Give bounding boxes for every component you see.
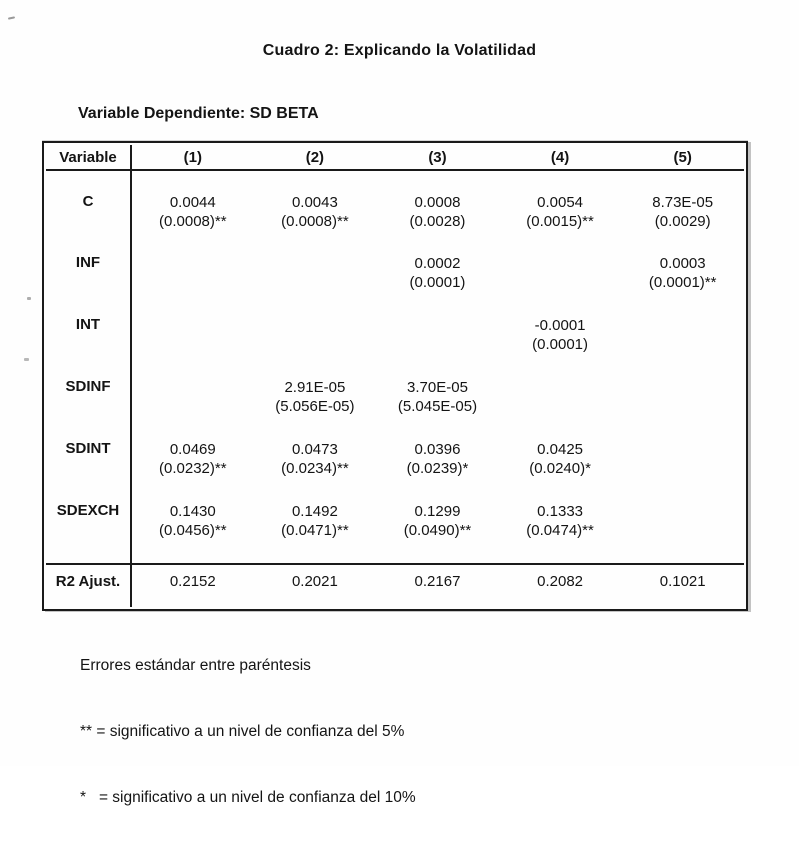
r2-value: 0.2082 — [499, 564, 622, 607]
std-error: (5.045E-05) — [397, 398, 478, 415]
cell — [499, 170, 622, 232]
cell — [254, 170, 377, 232]
std-error: (0.0240)* — [529, 460, 591, 477]
std-error: (0.0028) — [409, 213, 466, 230]
r2-value: 0.2152 — [131, 564, 254, 607]
column-header-model-3: (3) — [376, 145, 499, 170]
std-error: (0.0001) — [532, 336, 589, 353]
column-header-model-2: (2) — [254, 145, 377, 170]
cell — [499, 232, 622, 294]
r2-value: 0.1021 — [621, 564, 744, 607]
column-header-variable: Variable — [46, 145, 131, 170]
cell — [621, 170, 744, 232]
std-error: (0.0239)* — [406, 460, 469, 477]
cell — [621, 232, 744, 294]
table-row-sdexch — [46, 480, 744, 564]
regression-table-grid — [46, 145, 744, 607]
coefficient: 0.0425 — [537, 441, 584, 458]
std-error: (0.0474)** — [526, 522, 594, 539]
coefficient: 0.0002 — [414, 255, 461, 272]
cell — [376, 232, 499, 294]
cell — [376, 294, 499, 356]
coefficient: 0.0008 — [414, 194, 461, 211]
cell — [376, 418, 499, 480]
footnote-10pct: * = significativo a un nivel de confianza del 10% — [80, 789, 416, 806]
cell — [621, 418, 744, 480]
table-row-c — [46, 170, 744, 232]
table-row-inf — [46, 232, 744, 294]
cell — [621, 480, 744, 564]
std-error: (0.0232)** — [159, 460, 227, 477]
std-error: (0.0001)** — [648, 274, 717, 291]
table-row-int — [46, 294, 744, 356]
cell — [254, 232, 377, 294]
cell — [254, 294, 377, 356]
column-header-model-5: (5) — [621, 145, 744, 170]
std-error: (0.0001) — [409, 274, 466, 291]
table-row-r2-adjusted — [46, 564, 744, 607]
regression-table — [42, 141, 748, 611]
coefficient: 0.1299 — [414, 503, 461, 520]
row-label: C — [46, 170, 131, 232]
cell — [376, 170, 499, 232]
row-label: INF — [46, 232, 131, 294]
table-header-row — [46, 145, 744, 170]
cell — [131, 170, 254, 232]
coefficient: 0.1492 — [291, 503, 338, 520]
coefficient: 0.0054 — [537, 194, 584, 211]
cell — [131, 356, 254, 418]
row-label: SDINT — [46, 418, 131, 480]
std-error: (0.0234)** — [281, 460, 349, 477]
r2-value: 0.2167 — [376, 564, 499, 607]
cell — [131, 418, 254, 480]
std-error: (0.0008)** — [281, 213, 349, 230]
coefficient: 0.0473 — [291, 441, 338, 458]
std-error: (0.0008)** — [159, 213, 227, 230]
coefficient: 0.0003 — [659, 255, 706, 272]
cell — [131, 294, 254, 356]
std-error: (5.056E-05) — [275, 398, 355, 415]
cell — [621, 356, 744, 418]
std-error: (0.0015)** — [526, 213, 594, 230]
coefficient: 0.0469 — [169, 441, 216, 458]
scan-artifact — [24, 358, 29, 361]
r2-value: 0.2021 — [254, 564, 377, 607]
row-label: SDEXCH — [46, 480, 131, 564]
row-label: R2 Ajust. — [46, 564, 131, 607]
coefficient: 0.1333 — [537, 503, 584, 520]
std-error: (0.0029) — [654, 213, 711, 230]
column-header-model-1: (1) — [131, 145, 254, 170]
footnote-std-errors: Errores estándar entre paréntesis — [80, 657, 311, 674]
coefficient: 0.0396 — [414, 441, 461, 458]
coefficient: 8.73E-05 — [652, 194, 714, 211]
cell — [131, 232, 254, 294]
std-error: (0.0490)** — [403, 522, 472, 539]
cell — [499, 356, 622, 418]
table-row-sdinf — [46, 356, 744, 418]
cell — [131, 480, 254, 564]
cell — [254, 418, 377, 480]
coefficient: 3.70E-05 — [407, 379, 468, 396]
table-footnotes — [80, 611, 416, 853]
std-error: (0.0471)** — [281, 522, 349, 539]
column-header-model-4: (4) — [499, 145, 622, 170]
row-label: SDINF — [46, 356, 131, 418]
cell — [499, 418, 622, 480]
row-label: INT — [46, 294, 131, 356]
footnote-5pct: ** = significativo a un nivel de confianza del 5% — [80, 723, 405, 740]
cell — [376, 356, 499, 418]
table-row-sdint — [46, 418, 744, 480]
table-title: Cuadro 2: Explicando la Volatilidad — [262, 42, 537, 59]
coefficient: -0.0001 — [534, 317, 586, 334]
cell — [376, 480, 499, 564]
dependent-variable-label: Variable Dependiente: SD BETA — [78, 105, 319, 122]
std-error: (0.0456)** — [159, 522, 227, 539]
cell — [499, 294, 622, 356]
cell — [499, 480, 622, 564]
coefficient: 0.1430 — [169, 503, 216, 520]
cell — [621, 294, 744, 356]
scan-artifact — [27, 297, 31, 300]
cell — [254, 480, 377, 564]
coefficient: 2.91E-05 — [284, 379, 346, 396]
coefficient: 0.0044 — [169, 194, 216, 211]
coefficient: 0.0043 — [291, 194, 338, 211]
scan-artifact — [8, 16, 15, 19]
cell — [254, 356, 377, 418]
